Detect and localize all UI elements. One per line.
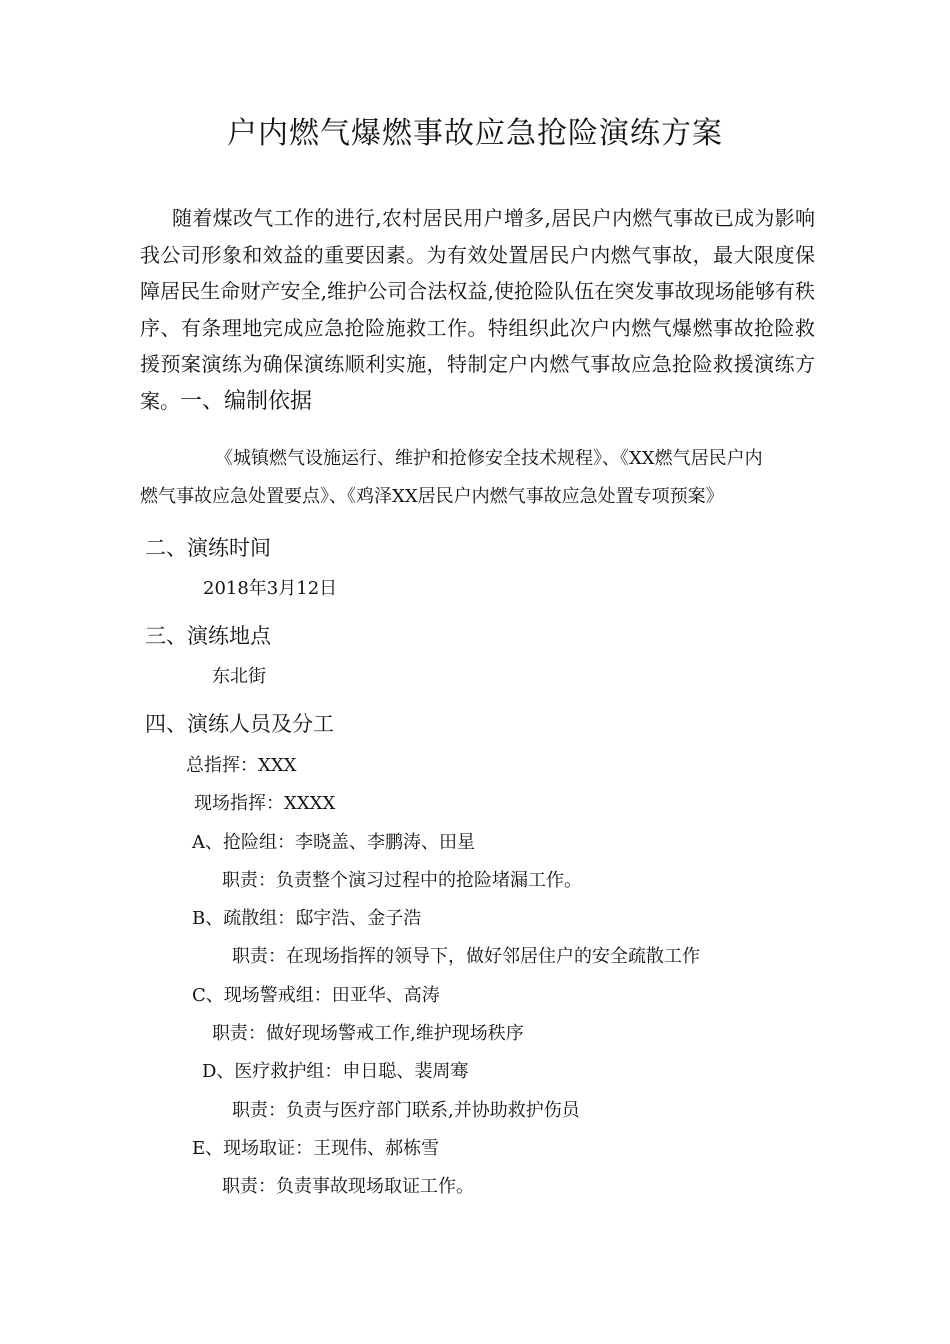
group-b-label: B、疏散组：邸宇浩、金子浩 bbox=[192, 908, 422, 929]
document-title: 户内燃气爆燃事故应急抢险演练方案 bbox=[227, 116, 723, 151]
group-e-duty: 职责：负责事故现场取证工作。 bbox=[222, 1176, 474, 1197]
group-d-label: D、医疗救护组：申日聪、裴周骞 bbox=[202, 1061, 469, 1082]
group-e-label: E、现场取证：王现伟、郝栋雪 bbox=[192, 1138, 440, 1159]
group-b-duty: 职责：在现场指挥的领导下，做好邻居住户的安全疏散工作 bbox=[232, 946, 700, 967]
group-a-label: A、抢险组：李晓盖、李鹏涛、田星 bbox=[192, 832, 475, 853]
field-commander-line: 现场指挥：XXXX bbox=[194, 793, 336, 814]
intro-text: 随着煤改气工作的进行,农村居民用户增多,居民户内燃气事故已成为影响我公司形象和效益的重要因素。为有效处置居民户内燃气事故，最大限度保障居民生命财产安全,维护公司合法权益,使抢险队伍在突发事故现场能够有秩序、有条理地完成应急抢险施救工作。特组织此次户内燃气爆燃事故抢险救援预案演练为确保演练顺利实施，特制定户内燃气事故应急抢险救援演练方案。 bbox=[140, 206, 815, 413]
group-d-duty: 职责：负责与医疗部门联系,并协助救护伤员 bbox=[232, 1100, 580, 1121]
drill-date: 2018年3月12日 bbox=[203, 578, 338, 599]
intro-paragraph bbox=[140, 200, 815, 420]
basis-line-2: 燃气事故应急处置要点》、《鸡泽XX居民户内燃气事故应急处置专项预案》 bbox=[140, 486, 724, 507]
section-4-heading: 四、演练人员及分工 bbox=[145, 712, 334, 736]
group-c-label: C、现场警戒组：田亚华、高涛 bbox=[192, 985, 440, 1006]
section-3-heading: 三、演练地点 bbox=[145, 624, 271, 648]
section-2-heading: 二、演练时间 bbox=[145, 536, 271, 560]
drill-location: 东北街 bbox=[212, 666, 266, 687]
group-c-duty: 职责：做好现场警戒工作,维护现场秩序 bbox=[212, 1023, 524, 1044]
group-a-duty: 职责：负责整个演习过程中的抢险堵漏工作。 bbox=[222, 870, 582, 891]
section-1-heading: 一、编制依据 bbox=[180, 388, 313, 414]
commander-line: 总指挥：XXX bbox=[186, 755, 297, 776]
basis-paragraph bbox=[140, 440, 830, 516]
basis-line-1: 《城镇燃气设施运行、维护和抢修安全技术规程》、《XX燃气居民户内 bbox=[215, 448, 763, 469]
